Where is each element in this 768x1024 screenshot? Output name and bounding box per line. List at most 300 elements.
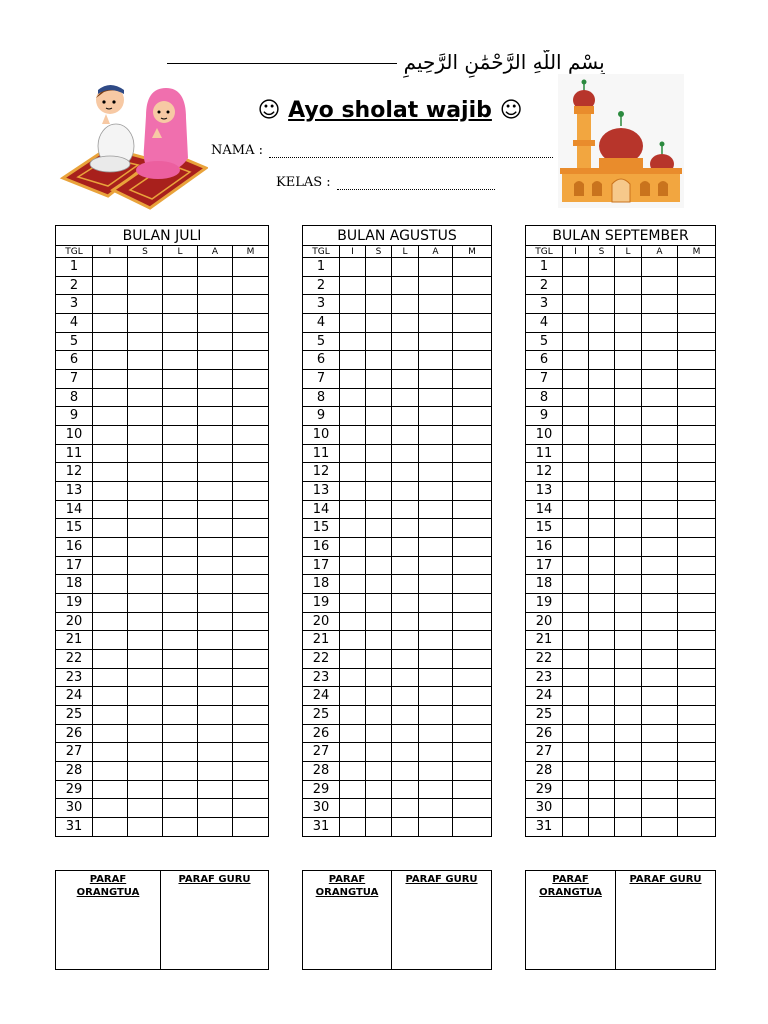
- check-cell[interactable]: [563, 575, 589, 594]
- check-cell[interactable]: [678, 407, 716, 426]
- check-cell[interactable]: [233, 388, 269, 407]
- check-cell[interactable]: [198, 295, 233, 314]
- check-cell[interactable]: [392, 687, 419, 706]
- check-cell[interactable]: [93, 575, 128, 594]
- check-cell[interactable]: [419, 258, 453, 277]
- check-cell[interactable]: [128, 612, 163, 631]
- check-cell[interactable]: [366, 575, 392, 594]
- check-cell[interactable]: [198, 482, 233, 501]
- check-cell[interactable]: [128, 500, 163, 519]
- check-cell[interactable]: [233, 687, 269, 706]
- check-cell[interactable]: [453, 332, 492, 351]
- check-cell[interactable]: [642, 388, 678, 407]
- check-cell[interactable]: [366, 463, 392, 482]
- check-cell[interactable]: [340, 780, 366, 799]
- check-cell[interactable]: [198, 258, 233, 277]
- check-cell[interactable]: [678, 706, 716, 725]
- check-cell[interactable]: [392, 444, 419, 463]
- check-cell[interactable]: [419, 818, 453, 837]
- check-cell[interactable]: [128, 575, 163, 594]
- check-cell[interactable]: [642, 650, 678, 669]
- check-cell[interactable]: [128, 594, 163, 613]
- check-cell[interactable]: [198, 276, 233, 295]
- check-cell[interactable]: [419, 724, 453, 743]
- check-cell[interactable]: [453, 500, 492, 519]
- nama-dotted-line[interactable]: [269, 147, 553, 158]
- check-cell[interactable]: [366, 351, 392, 370]
- check-cell[interactable]: [563, 687, 589, 706]
- check-cell[interactable]: [233, 612, 269, 631]
- check-cell[interactable]: [615, 332, 642, 351]
- check-cell[interactable]: [392, 276, 419, 295]
- check-cell[interactable]: [589, 780, 615, 799]
- check-cell[interactable]: [563, 519, 589, 538]
- check-cell[interactable]: [392, 426, 419, 445]
- check-cell[interactable]: [128, 519, 163, 538]
- check-cell[interactable]: [93, 780, 128, 799]
- check-cell[interactable]: [678, 612, 716, 631]
- check-cell[interactable]: [678, 276, 716, 295]
- check-cell[interactable]: [198, 631, 233, 650]
- check-cell[interactable]: [366, 706, 392, 725]
- check-cell[interactable]: [678, 295, 716, 314]
- check-cell[interactable]: [642, 407, 678, 426]
- check-cell[interactable]: [419, 295, 453, 314]
- check-cell[interactable]: [419, 594, 453, 613]
- check-cell[interactable]: [340, 295, 366, 314]
- check-cell[interactable]: [93, 668, 128, 687]
- check-cell[interactable]: [642, 482, 678, 501]
- check-cell[interactable]: [563, 780, 589, 799]
- check-cell[interactable]: [642, 351, 678, 370]
- check-cell[interactable]: [128, 706, 163, 725]
- check-cell[interactable]: [93, 650, 128, 669]
- check-cell[interactable]: [615, 780, 642, 799]
- check-cell[interactable]: [233, 370, 269, 389]
- check-cell[interactable]: [678, 799, 716, 818]
- check-cell[interactable]: [589, 594, 615, 613]
- check-cell[interactable]: [419, 668, 453, 687]
- check-cell[interactable]: [453, 687, 492, 706]
- check-cell[interactable]: [128, 332, 163, 351]
- check-cell[interactable]: [233, 407, 269, 426]
- check-cell[interactable]: [93, 706, 128, 725]
- check-cell[interactable]: [642, 538, 678, 557]
- check-cell[interactable]: [563, 463, 589, 482]
- check-cell[interactable]: [366, 444, 392, 463]
- check-cell[interactable]: [453, 444, 492, 463]
- check-cell[interactable]: [163, 780, 198, 799]
- check-cell[interactable]: [419, 482, 453, 501]
- check-cell[interactable]: [589, 444, 615, 463]
- check-cell[interactable]: [642, 743, 678, 762]
- check-cell[interactable]: [678, 482, 716, 501]
- check-cell[interactable]: [198, 612, 233, 631]
- check-cell[interactable]: [419, 780, 453, 799]
- check-cell[interactable]: [340, 594, 366, 613]
- check-cell[interactable]: [198, 743, 233, 762]
- check-cell[interactable]: [642, 818, 678, 837]
- check-cell[interactable]: [340, 276, 366, 295]
- check-cell[interactable]: [453, 762, 492, 781]
- check-cell[interactable]: [198, 407, 233, 426]
- check-cell[interactable]: [233, 762, 269, 781]
- check-cell[interactable]: [642, 370, 678, 389]
- check-cell[interactable]: [615, 314, 642, 333]
- check-cell[interactable]: [563, 612, 589, 631]
- check-cell[interactable]: [678, 538, 716, 557]
- check-cell[interactable]: [678, 687, 716, 706]
- check-cell[interactable]: [589, 743, 615, 762]
- check-cell[interactable]: [563, 426, 589, 445]
- check-cell[interactable]: [93, 594, 128, 613]
- check-cell[interactable]: [198, 538, 233, 557]
- check-cell[interactable]: [233, 706, 269, 725]
- check-cell[interactable]: [453, 276, 492, 295]
- check-cell[interactable]: [233, 314, 269, 333]
- check-cell[interactable]: [366, 818, 392, 837]
- check-cell[interactable]: [93, 687, 128, 706]
- check-cell[interactable]: [642, 426, 678, 445]
- check-cell[interactable]: [392, 594, 419, 613]
- check-cell[interactable]: [453, 724, 492, 743]
- check-cell[interactable]: [642, 556, 678, 575]
- kelas-field[interactable]: [276, 175, 495, 190]
- check-cell[interactable]: [642, 575, 678, 594]
- check-cell[interactable]: [453, 370, 492, 389]
- check-cell[interactable]: [128, 650, 163, 669]
- check-cell[interactable]: [642, 444, 678, 463]
- check-cell[interactable]: [642, 631, 678, 650]
- check-cell[interactable]: [128, 314, 163, 333]
- check-cell[interactable]: [453, 780, 492, 799]
- check-cell[interactable]: [563, 743, 589, 762]
- check-cell[interactable]: [392, 650, 419, 669]
- check-cell[interactable]: [642, 668, 678, 687]
- check-cell[interactable]: [163, 668, 198, 687]
- check-cell[interactable]: [233, 724, 269, 743]
- check-cell[interactable]: [198, 762, 233, 781]
- check-cell[interactable]: [589, 407, 615, 426]
- check-cell[interactable]: [453, 650, 492, 669]
- paraf-guru-cell[interactable]: [616, 871, 716, 970]
- check-cell[interactable]: [589, 332, 615, 351]
- check-cell[interactable]: [392, 258, 419, 277]
- check-cell[interactable]: [392, 388, 419, 407]
- check-cell[interactable]: [233, 575, 269, 594]
- check-cell[interactable]: [366, 743, 392, 762]
- check-cell[interactable]: [589, 388, 615, 407]
- check-cell[interactable]: [453, 295, 492, 314]
- check-cell[interactable]: [563, 724, 589, 743]
- check-cell[interactable]: [589, 538, 615, 557]
- check-cell[interactable]: [419, 370, 453, 389]
- check-cell[interactable]: [233, 426, 269, 445]
- check-cell[interactable]: [453, 519, 492, 538]
- check-cell[interactable]: [198, 594, 233, 613]
- check-cell[interactable]: [233, 631, 269, 650]
- check-cell[interactable]: [340, 314, 366, 333]
- check-cell[interactable]: [163, 799, 198, 818]
- check-cell[interactable]: [128, 780, 163, 799]
- check-cell[interactable]: [93, 762, 128, 781]
- check-cell[interactable]: [589, 575, 615, 594]
- check-cell[interactable]: [419, 463, 453, 482]
- check-cell[interactable]: [615, 519, 642, 538]
- check-cell[interactable]: [615, 743, 642, 762]
- check-cell[interactable]: [615, 818, 642, 837]
- check-cell[interactable]: [678, 724, 716, 743]
- check-cell[interactable]: [340, 463, 366, 482]
- check-cell[interactable]: [453, 463, 492, 482]
- check-cell[interactable]: [563, 314, 589, 333]
- check-cell[interactable]: [563, 332, 589, 351]
- check-cell[interactable]: [366, 314, 392, 333]
- check-cell[interactable]: [589, 276, 615, 295]
- nama-field[interactable]: [211, 143, 553, 158]
- check-cell[interactable]: [453, 426, 492, 445]
- check-cell[interactable]: [615, 612, 642, 631]
- check-cell[interactable]: [233, 743, 269, 762]
- check-cell[interactable]: [366, 799, 392, 818]
- check-cell[interactable]: [615, 594, 642, 613]
- check-cell[interactable]: [615, 631, 642, 650]
- check-cell[interactable]: [563, 762, 589, 781]
- check-cell[interactable]: [128, 482, 163, 501]
- check-cell[interactable]: [392, 482, 419, 501]
- check-cell[interactable]: [678, 370, 716, 389]
- check-cell[interactable]: [233, 818, 269, 837]
- check-cell[interactable]: [392, 556, 419, 575]
- check-cell[interactable]: [678, 668, 716, 687]
- check-cell[interactable]: [93, 332, 128, 351]
- check-cell[interactable]: [392, 631, 419, 650]
- check-cell[interactable]: [163, 276, 198, 295]
- paraf-guru-cell[interactable]: [161, 871, 269, 970]
- check-cell[interactable]: [93, 407, 128, 426]
- check-cell[interactable]: [233, 463, 269, 482]
- check-cell[interactable]: [340, 426, 366, 445]
- check-cell[interactable]: [198, 500, 233, 519]
- check-cell[interactable]: [340, 631, 366, 650]
- check-cell[interactable]: [163, 314, 198, 333]
- check-cell[interactable]: [198, 575, 233, 594]
- check-cell[interactable]: [392, 743, 419, 762]
- check-cell[interactable]: [615, 724, 642, 743]
- check-cell[interactable]: [392, 762, 419, 781]
- check-cell[interactable]: [128, 388, 163, 407]
- check-cell[interactable]: [589, 724, 615, 743]
- check-cell[interactable]: [615, 575, 642, 594]
- check-cell[interactable]: [93, 500, 128, 519]
- check-cell[interactable]: [615, 388, 642, 407]
- check-cell[interactable]: [93, 463, 128, 482]
- check-cell[interactable]: [392, 407, 419, 426]
- check-cell[interactable]: [392, 706, 419, 725]
- check-cell[interactable]: [163, 631, 198, 650]
- check-cell[interactable]: [93, 444, 128, 463]
- check-cell[interactable]: [366, 388, 392, 407]
- check-cell[interactable]: [642, 500, 678, 519]
- check-cell[interactable]: [392, 332, 419, 351]
- check-cell[interactable]: [615, 258, 642, 277]
- check-cell[interactable]: [366, 407, 392, 426]
- check-cell[interactable]: [340, 668, 366, 687]
- check-cell[interactable]: [419, 351, 453, 370]
- check-cell[interactable]: [340, 444, 366, 463]
- check-cell[interactable]: [163, 407, 198, 426]
- check-cell[interactable]: [366, 780, 392, 799]
- check-cell[interactable]: [678, 631, 716, 650]
- check-cell[interactable]: [615, 370, 642, 389]
- check-cell[interactable]: [93, 799, 128, 818]
- check-cell[interactable]: [163, 650, 198, 669]
- check-cell[interactable]: [93, 370, 128, 389]
- check-cell[interactable]: [419, 762, 453, 781]
- check-cell[interactable]: [392, 668, 419, 687]
- check-cell[interactable]: [93, 556, 128, 575]
- check-cell[interactable]: [340, 351, 366, 370]
- check-cell[interactable]: [453, 631, 492, 650]
- check-cell[interactable]: [419, 276, 453, 295]
- check-cell[interactable]: [340, 500, 366, 519]
- check-cell[interactable]: [589, 351, 615, 370]
- check-cell[interactable]: [163, 538, 198, 557]
- check-cell[interactable]: [340, 743, 366, 762]
- check-cell[interactable]: [563, 706, 589, 725]
- check-cell[interactable]: [678, 594, 716, 613]
- check-cell[interactable]: [163, 444, 198, 463]
- check-cell[interactable]: [419, 407, 453, 426]
- check-cell[interactable]: [642, 295, 678, 314]
- check-cell[interactable]: [615, 482, 642, 501]
- kelas-dotted-line[interactable]: [337, 179, 495, 190]
- check-cell[interactable]: [163, 426, 198, 445]
- check-cell[interactable]: [198, 780, 233, 799]
- check-cell[interactable]: [340, 575, 366, 594]
- check-cell[interactable]: [366, 538, 392, 557]
- check-cell[interactable]: [392, 575, 419, 594]
- check-cell[interactable]: [128, 370, 163, 389]
- check-cell[interactable]: [615, 500, 642, 519]
- check-cell[interactable]: [340, 407, 366, 426]
- check-cell[interactable]: [128, 351, 163, 370]
- check-cell[interactable]: [453, 388, 492, 407]
- check-cell[interactable]: [419, 500, 453, 519]
- check-cell[interactable]: [642, 762, 678, 781]
- check-cell[interactable]: [93, 314, 128, 333]
- check-cell[interactable]: [128, 426, 163, 445]
- check-cell[interactable]: [589, 612, 615, 631]
- check-cell[interactable]: [453, 314, 492, 333]
- check-cell[interactable]: [93, 818, 128, 837]
- check-cell[interactable]: [163, 556, 198, 575]
- check-cell[interactable]: [642, 687, 678, 706]
- check-cell[interactable]: [163, 575, 198, 594]
- check-cell[interactable]: [642, 612, 678, 631]
- check-cell[interactable]: [198, 519, 233, 538]
- check-cell[interactable]: [615, 444, 642, 463]
- check-cell[interactable]: [419, 314, 453, 333]
- check-cell[interactable]: [128, 631, 163, 650]
- check-cell[interactable]: [678, 818, 716, 837]
- check-cell[interactable]: [453, 799, 492, 818]
- check-cell[interactable]: [589, 463, 615, 482]
- check-cell[interactable]: [642, 276, 678, 295]
- check-cell[interactable]: [678, 258, 716, 277]
- check-cell[interactable]: [563, 650, 589, 669]
- check-cell[interactable]: [642, 332, 678, 351]
- check-cell[interactable]: [419, 631, 453, 650]
- check-cell[interactable]: [128, 724, 163, 743]
- check-cell[interactable]: [93, 631, 128, 650]
- check-cell[interactable]: [453, 706, 492, 725]
- check-cell[interactable]: [419, 556, 453, 575]
- check-cell[interactable]: [589, 799, 615, 818]
- check-cell[interactable]: [589, 631, 615, 650]
- check-cell[interactable]: [198, 426, 233, 445]
- check-cell[interactable]: [340, 388, 366, 407]
- check-cell[interactable]: [453, 575, 492, 594]
- check-cell[interactable]: [128, 556, 163, 575]
- check-cell[interactable]: [128, 295, 163, 314]
- check-cell[interactable]: [589, 519, 615, 538]
- check-cell[interactable]: [563, 351, 589, 370]
- check-cell[interactable]: [392, 463, 419, 482]
- check-cell[interactable]: [453, 668, 492, 687]
- check-cell[interactable]: [589, 762, 615, 781]
- check-cell[interactable]: [615, 538, 642, 557]
- check-cell[interactable]: [366, 631, 392, 650]
- check-cell[interactable]: [615, 706, 642, 725]
- check-cell[interactable]: [589, 258, 615, 277]
- check-cell[interactable]: [589, 500, 615, 519]
- check-cell[interactable]: [233, 650, 269, 669]
- check-cell[interactable]: [563, 594, 589, 613]
- paraf-orangtua-cell[interactable]: [526, 871, 616, 970]
- check-cell[interactable]: [678, 743, 716, 762]
- check-cell[interactable]: [678, 444, 716, 463]
- check-cell[interactable]: [128, 444, 163, 463]
- check-cell[interactable]: [419, 444, 453, 463]
- check-cell[interactable]: [642, 594, 678, 613]
- check-cell[interactable]: [233, 538, 269, 557]
- check-cell[interactable]: [453, 556, 492, 575]
- check-cell[interactable]: [366, 426, 392, 445]
- check-cell[interactable]: [340, 612, 366, 631]
- check-cell[interactable]: [366, 687, 392, 706]
- check-cell[interactable]: [198, 818, 233, 837]
- check-cell[interactable]: [198, 687, 233, 706]
- check-cell[interactable]: [615, 407, 642, 426]
- check-cell[interactable]: [419, 332, 453, 351]
- check-cell[interactable]: [233, 258, 269, 277]
- check-cell[interactable]: [340, 258, 366, 277]
- check-cell[interactable]: [615, 463, 642, 482]
- check-cell[interactable]: [340, 706, 366, 725]
- check-cell[interactable]: [419, 743, 453, 762]
- check-cell[interactable]: [233, 332, 269, 351]
- check-cell[interactable]: [198, 388, 233, 407]
- check-cell[interactable]: [392, 295, 419, 314]
- check-cell[interactable]: [366, 482, 392, 501]
- check-cell[interactable]: [678, 556, 716, 575]
- check-cell[interactable]: [233, 780, 269, 799]
- check-cell[interactable]: [128, 743, 163, 762]
- check-cell[interactable]: [93, 724, 128, 743]
- check-cell[interactable]: [163, 612, 198, 631]
- check-cell[interactable]: [198, 706, 233, 725]
